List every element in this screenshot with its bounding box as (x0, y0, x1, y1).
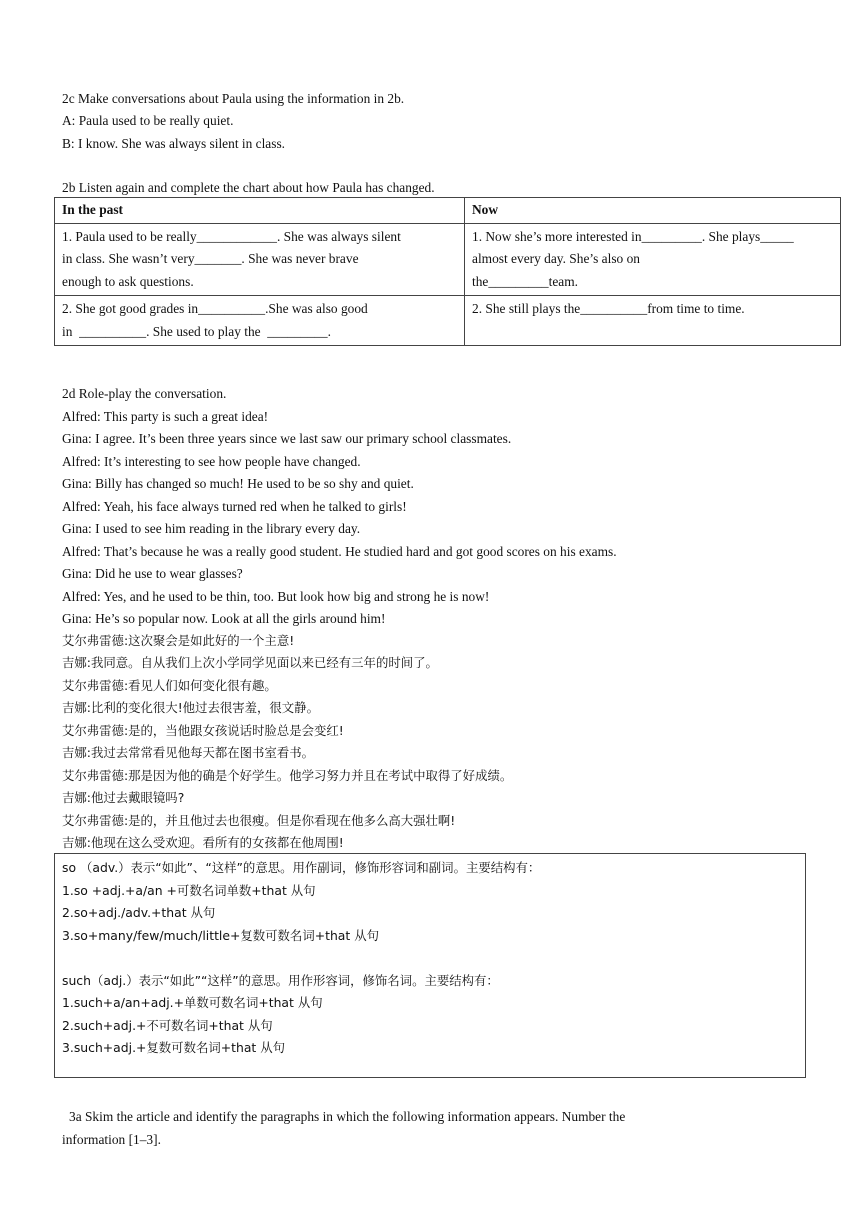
table-cell (55, 296, 465, 346)
cell-line: 1. Now she’s more interested in_________. She plays_____ (472, 228, 794, 244)
such-intro: such（adj.）表示“如此”“这样”的意思。用作形容词，修饰名词。主要结构有： (62, 972, 499, 988)
header-in-the-past: In the past (55, 198, 465, 224)
table-cell (55, 223, 465, 296)
table-cell (465, 296, 841, 346)
such-structure: 2.such+adj.+不可数名词+that 从句 (62, 1017, 273, 1033)
dialogue-line: Gina: I agree. It’s been three years since we last saw our primary school classmates. (62, 431, 512, 446)
table-row (55, 296, 841, 346)
section-3a-instruction: 3a Skim the article and identify the paragraphs in which the following information appears. Number the (69, 1109, 626, 1124)
dialogue-line: A: Paula used to be really quiet. (62, 113, 234, 128)
spacer (62, 947, 798, 970)
translation-line: 吉娜:比利的变化很大!他过去很害羞，很文静。 (62, 700, 319, 715)
grammar-note-box (54, 853, 806, 1078)
dialogue-line: Gina: I used to see him reading in the library every day. (62, 521, 361, 536)
paula-change-chart (54, 197, 841, 346)
dialogue-line: Gina: He’s so popular now. Look at all the girls around him! (62, 611, 386, 626)
dialogue-line: Gina: Billy has changed so much! He used to be so shy and quiet. (62, 476, 414, 491)
dialogue-line: Alfred: Yeah, his face always turned red when he talked to girls! (62, 499, 407, 514)
such-structure: 1.such+a/an+adj.+单数可数名词+that 从句 (62, 995, 323, 1010)
cell-line: the_________team. (472, 273, 578, 289)
cell-line: 2. She still plays the__________from time to time. (472, 301, 745, 316)
so-structure: 3.so+many/few/much/little+复数可数名词+that 从句 (62, 927, 379, 943)
cell-line: 2. She got good grades in__________.She was also good (62, 301, 368, 316)
translation-line: 吉娜:他过去戴眼镜吗? (62, 790, 185, 805)
header-now: Now (465, 198, 841, 224)
table-cell (465, 223, 841, 296)
translation-line: 吉娜:我过去常常看见他每天都在图书室看书。 (62, 745, 314, 760)
section-2b-title: 2b Listen again and complete the chart about how Paula has changed. (62, 180, 435, 195)
cell-line: in class. She wasn’t very_______. She was never brave (62, 251, 359, 266)
translation-line: 吉娜:我同意。自从我们上次小学同学见面以来已经有三年的时间了。 (62, 655, 438, 670)
section-2c-title: 2c Make conversations about Paula using the information in 2b. (62, 91, 405, 106)
so-structure: 2.so+adj./adv.+that 从句 (62, 905, 216, 920)
dialogue-line: Alfred: That’s because he was a really good student. He studied hard and got good scores on his exams. (62, 544, 617, 559)
dialogue-line: Alfred: It’s interesting to see how people have changed. (62, 454, 361, 469)
cell-line: in __________. She used to play the _________. (62, 323, 331, 339)
table-header-row (55, 198, 841, 224)
section-2d-title: 2d Role-play the conversation. (62, 386, 227, 401)
cell-line: almost every day. She’s also on (472, 251, 640, 266)
dialogue-line: Alfred: Yes, and he used to be thin, too. But look how big and strong he is now! (62, 589, 490, 604)
so-structure: 1.so +adj.+a/an +可数名词单数+that 从句 (62, 882, 316, 898)
translation-line: 艾尔弗雷德:这次聚会是如此好的一个主意! (62, 633, 295, 648)
cell-line: 1. Paula used to be really____________. She was always silent (62, 228, 401, 244)
such-structure: 3.such+adj.+复数可数名词+that 从句 (62, 1040, 286, 1055)
dialogue-line: B: I know. She was always silent in class. (62, 136, 286, 151)
table-row (55, 223, 841, 296)
translation-line: 艾尔弗雷德:是的，并且他过去也很瘦。但是你看现在他多么高大强壮啊! (62, 813, 456, 828)
section-3a-instruction: information [1–3]. (62, 1132, 161, 1147)
translation-line: 艾尔弗雷德:那是因为他的确是个好学生。他学习努力并且在考试中取得了好成绩。 (62, 768, 513, 783)
dialogue-line: Gina: Did he use to wear glasses? (62, 566, 243, 581)
so-intro: so （adv.）表示“如此”、“这样”的意思。用作副词，修饰形容词和副词。主要结构有： (62, 860, 541, 875)
translation-line: 艾尔弗雷德:看见人们如何变化很有趣。 (62, 678, 277, 693)
translation-line: 艾尔弗雷德:是的，当他跟女孩说话时脸总是会变红! (62, 723, 344, 738)
cell-line: enough to ask questions. (62, 273, 194, 289)
dialogue-line: Alfred: This party is such a great idea! (62, 409, 269, 424)
translation-line: 吉娜:他现在这么受欢迎。看所有的女孩都在他周围! (62, 835, 344, 850)
